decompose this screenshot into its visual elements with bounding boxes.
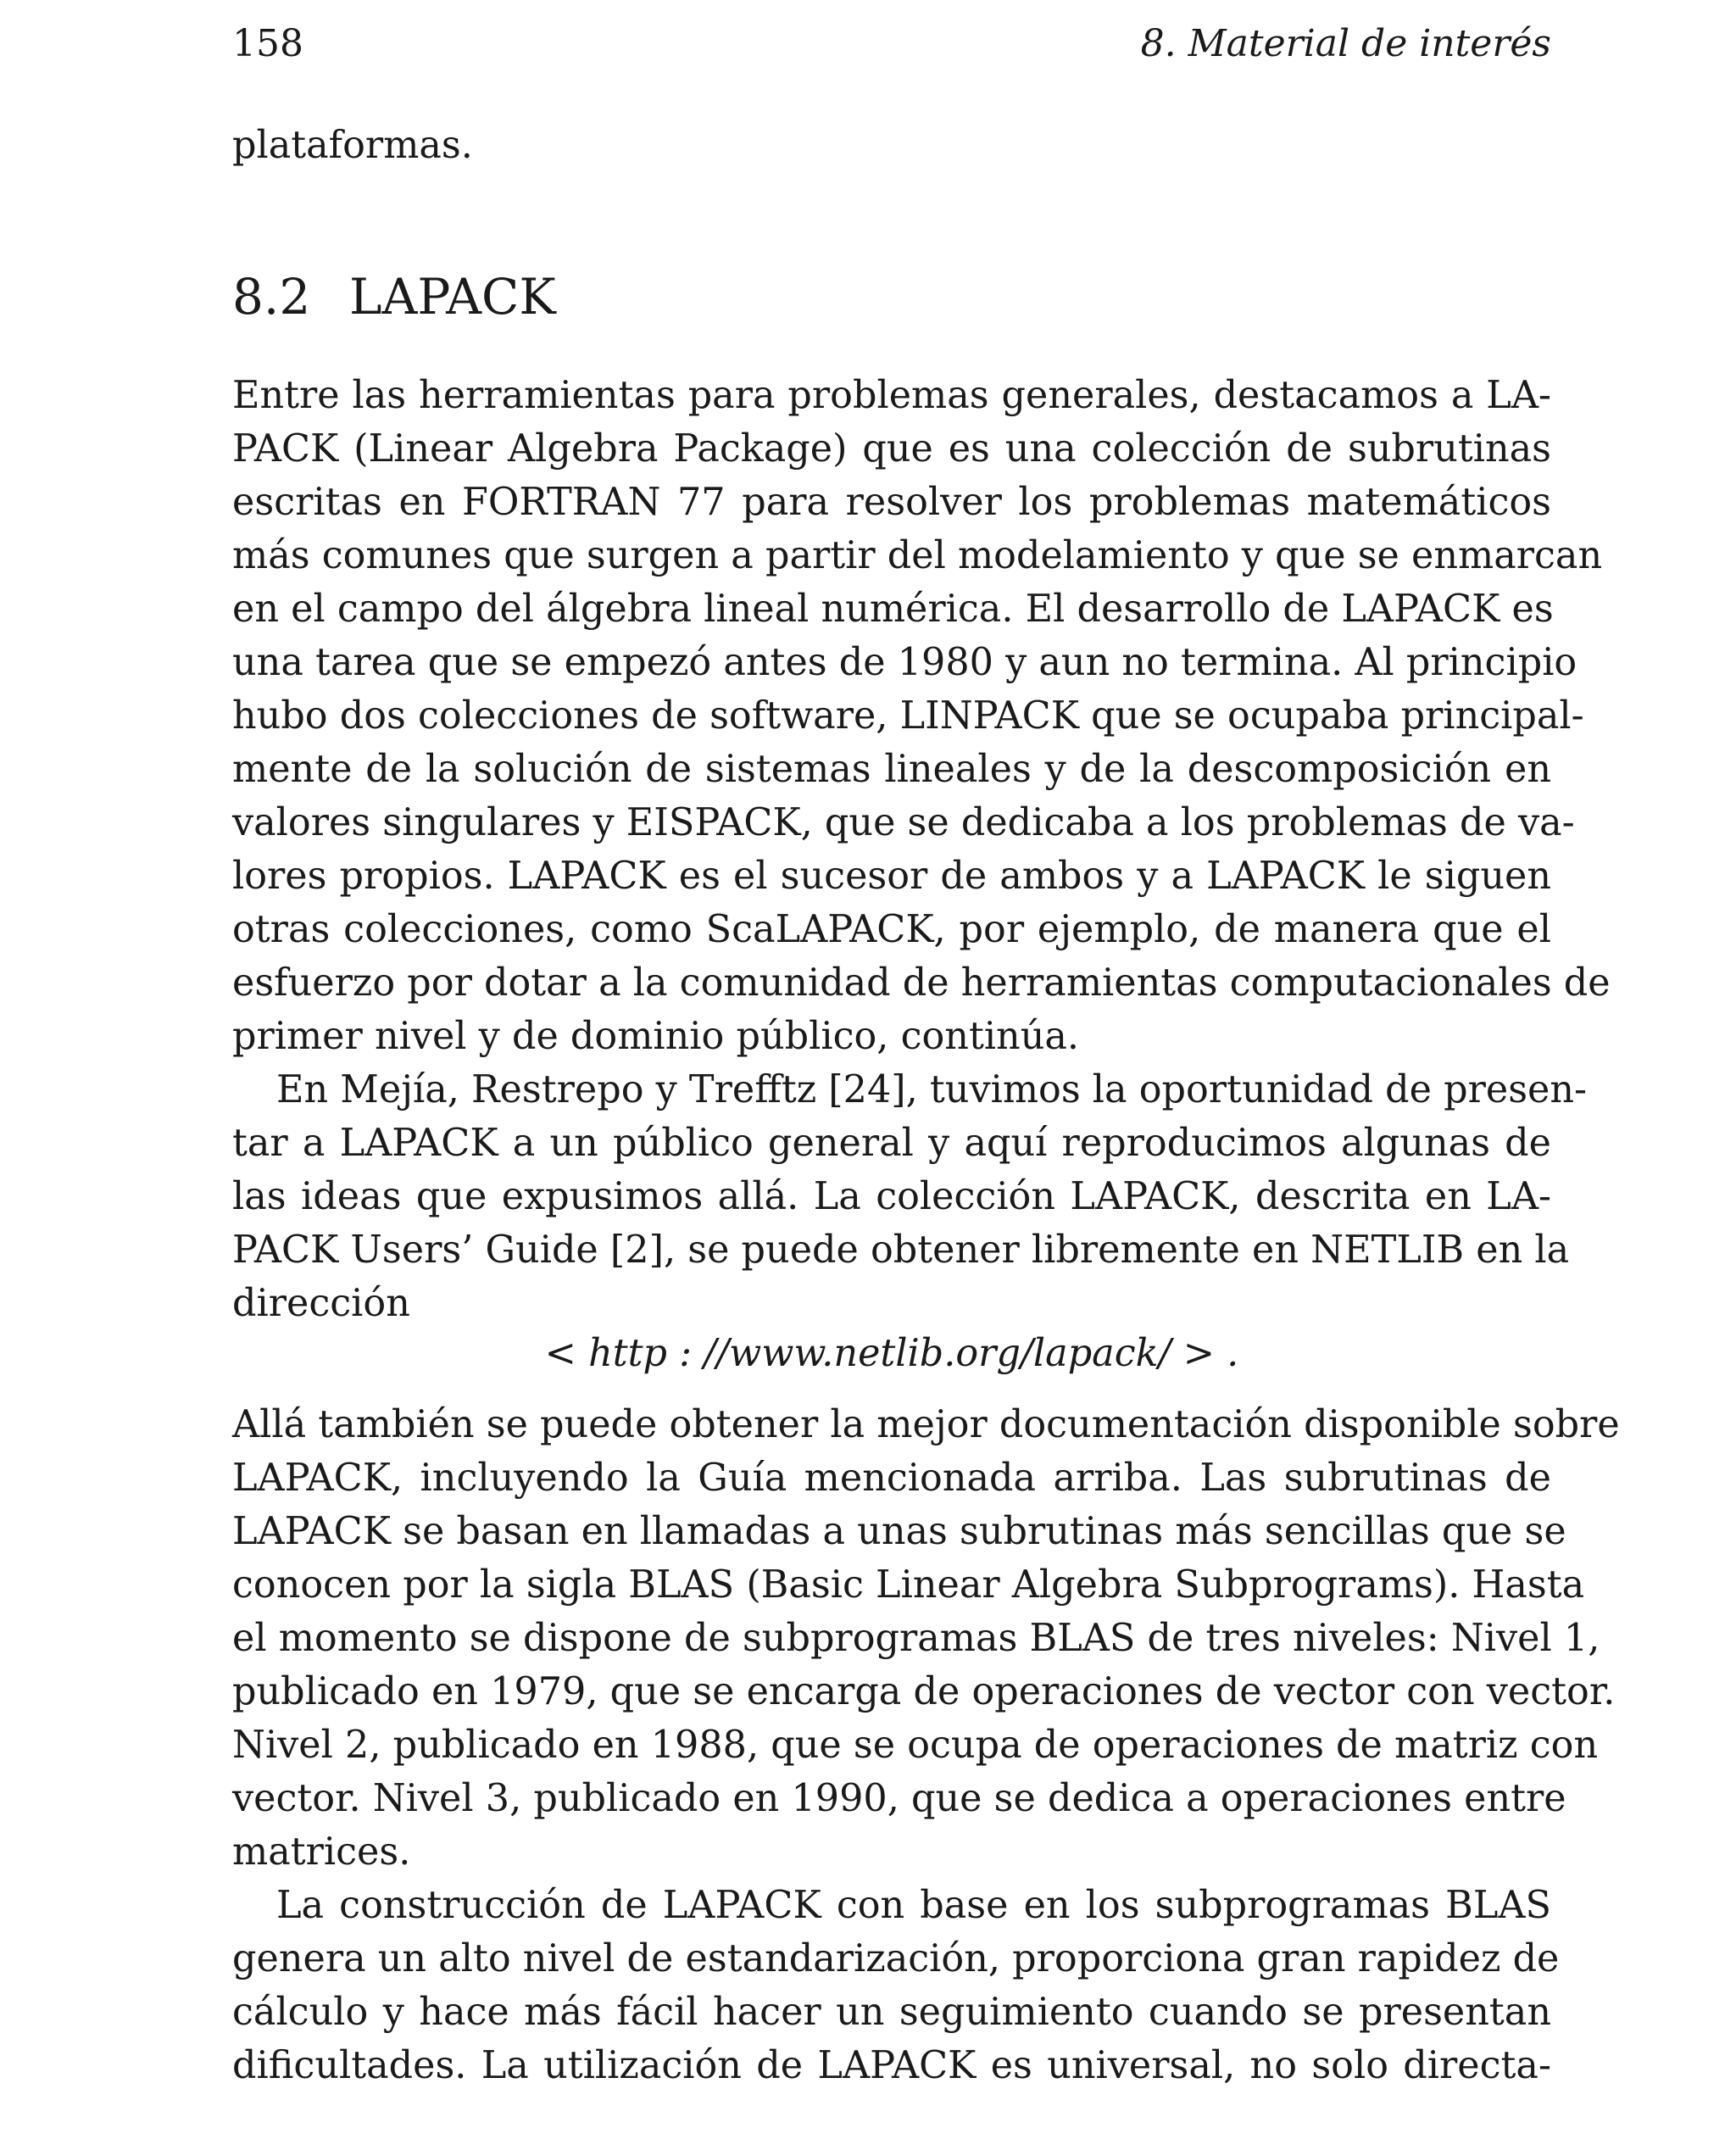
text-line: PACK Users’ Guide [2], se puede obtener libremente en NETLIB en la	[232, 1228, 1570, 1272]
running-header	[232, 19, 1551, 70]
text-line: plataformas.	[232, 124, 473, 167]
text-line: escritas en FORTRAN 77 para resolver los problemas matemáticos	[232, 481, 1551, 524]
text-line: publicado en 1979, que se encarga de operaciones de vector con vector.	[232, 1670, 1616, 1713]
text-line: Nivel 2, publicado en 1988, que se ocupa de operaciones de matriz con	[232, 1724, 1599, 1767]
text-line: En Mejía, Restrepo y Trefftz [24], tuvimos la oportunidad de presen-	[276, 1068, 1588, 1111]
text-line: dificultades. La utilización de LAPACK es universal, no solo directa-	[232, 2044, 1551, 2087]
text-line: vector. Nivel 3, publicado en 1990, que se dedica a operaciones entre	[232, 1777, 1566, 1820]
text-line: las ideas que expusimos allá. La colección LAPACK, descrita en LA-	[232, 1175, 1551, 1218]
text-line: genera un alto nivel de estandarización, proporciona gran rapidez de	[232, 1937, 1560, 1980]
text-line: Allá también se puede obtener la mejor documentación disponible sobre	[232, 1403, 1620, 1446]
text-line: La construcción de LAPACK con base en los subprogramas BLAS	[276, 1884, 1551, 1927]
section-title: LAPACK	[349, 268, 556, 326]
text-line: cálculo y hace más fácil hacer un seguimiento cuando se presentan	[232, 1991, 1551, 2034]
text-line: LAPACK se basan en llamadas a unas subrutinas más sencillas que se	[232, 1510, 1566, 1553]
text-line: lores propios. LAPACK es el sucesor de ambos y a LAPACK le siguen	[232, 855, 1551, 898]
text-line: más comunes que surgen a partir del modelamiento y que se enmarcan	[232, 534, 1603, 577]
text-line: una tarea que se empezó antes de 1980 y aun no termina. Al principio	[232, 641, 1577, 684]
text-line: matrices.	[232, 1830, 411, 1874]
text-line: primer nivel y de dominio público, continúa.	[232, 1015, 1080, 1058]
text-line: LAPACK, incluyendo la Guía mencionada arriba. Las subrutinas de	[232, 1457, 1551, 1500]
text-line: valores singulares y EISPACK, que se dedicaba a los problemas de va-	[232, 801, 1575, 844]
text-line: otras colecciones, como ScaLAPACK, por ejemplo, de manera que el	[232, 908, 1551, 951]
text-line: esfuerzo por dotar a la comunidad de herramientas computacionales de	[232, 961, 1611, 1005]
text-line: hubo dos colecciones de software, LINPACK que se ocupaba principal-	[232, 694, 1584, 738]
text-line: en el campo del álgebra lineal numérica. El desarrollo de LAPACK es	[232, 588, 1554, 631]
chapter-title: 8. Material de interés	[1140, 22, 1551, 65]
page-number: 158	[232, 22, 303, 65]
section-heading	[232, 267, 556, 326]
text-line: Entre las herramientas para problemas generales, destacamos a LA-	[232, 374, 1551, 417]
text-line: mente de la solución de sistemas lineales y de la descomposición en	[232, 748, 1551, 791]
text-line: el momento se dispone de subprogramas BLAS de tres niveles: Nivel 1,	[232, 1617, 1600, 1660]
text-line: conocen por la sigla BLAS (Basic Linear Algebra Subprograms). Hasta	[232, 1563, 1585, 1607]
text-line: tar a LAPACK a un público general y aquí reproducimos algunas de	[232, 1122, 1551, 1165]
section-number: 8.2	[232, 268, 311, 326]
text-line: dirección	[232, 1282, 410, 1325]
text-line: PACK (Linear Algebra Package) que es una colección de subrutinas	[232, 427, 1551, 471]
url-display: < http : //www.netlib.org/lapack/ > .	[544, 1332, 1239, 1375]
